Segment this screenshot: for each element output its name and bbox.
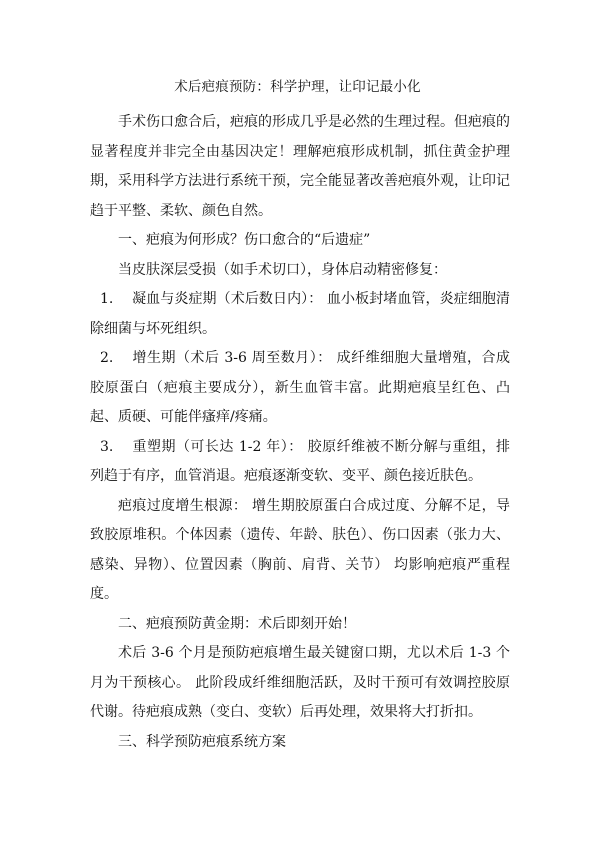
list-item [90, 433, 510, 492]
document-body [90, 108, 510, 757]
section-heading-1: 一、疤痕为何形成？伤口愈合的“后遗症” [118, 232, 371, 248]
intro-paragraph: 手术伤口愈合后，疤痕的形成几乎是必然的生理过程。但疤痕的显著程度并非完全由基因决定！理解疤痕形成机制，抓住黄金护理期，采用科学方法进行系统干预，完全能显著改善疤痕外观，让印记趋于平整、柔软、颜色自然。 [90, 114, 510, 219]
list-number: 1. [100, 291, 114, 307]
section-2-paragraph: 术后 3-6 个月是预防疤痕增生最关键窗口期，尤以术后 1-3 个月为干预核心。 此阶段成纤维细胞活跃，及时干预可有效调控胶原代谢。待疤痕成熟（变白、变软）后再处理，效果将大打折扣。 [90, 645, 510, 720]
list-item [90, 285, 510, 344]
list-item-text: 增生期（术后 3-6 周至数月）： 成纤维细胞大量增殖，合成胶原蛋白（疤痕主要成分），新生血管丰富。此期疤痕呈红色、凸起、质硬、可能伴瘙痒/疼痛。 [90, 350, 510, 425]
section-heading-3: 三、科学预防疤痕系统方案 [118, 733, 286, 750]
list-item-text: 凝血与炎症期（术后数日内）： 血小板封堵血管，炎症细胞清除细菌与坏死组织。 [90, 291, 510, 337]
list-number: 2. [100, 350, 114, 366]
list-item [90, 344, 510, 433]
list-number: 3. [100, 438, 114, 455]
overgrowth-paragraph: 疤痕过度增生根源： 增生期胶原蛋白合成过度、分解不足，导致胶原堆积。个体因素（遗传、年龄、肤色）、伤口因素（张力大、感染、异物）、位置因素（胸前、肩背、关节） 均影响疤痕严重程度。 [90, 497, 510, 602]
document-title: 术后疤痕预防：科学护理，让印记最小化 [174, 79, 421, 95]
section-heading-2: 二、疤痕预防黄金期：术后即刻开始！ [118, 615, 356, 632]
section-1-lead: 当皮肤深层受损（如手术切口），身体启动精密修复： [118, 261, 447, 278]
list-item-text: 重塑期（可长达 1-2 年）： 胶原纤维被不断分解与重组，排列趋于有序，血管消退。疤痕逐渐变软、变平、颜色接近肤色。 [90, 438, 510, 484]
